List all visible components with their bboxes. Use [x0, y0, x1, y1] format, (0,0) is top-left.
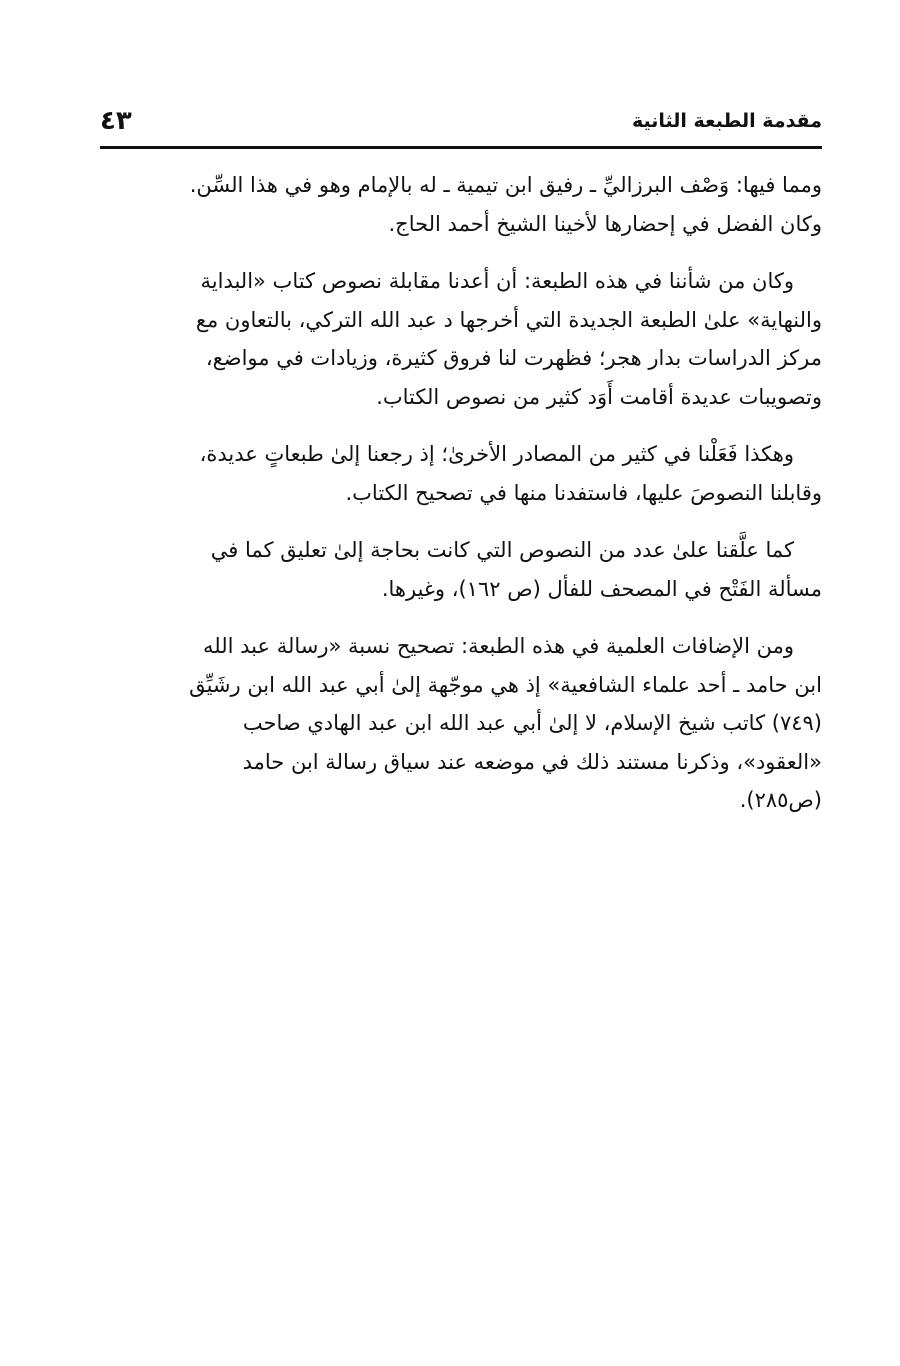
text-line: وكان الفضل في إحضارها لأخينا الشيخ أحمد الحاج.: [388, 211, 822, 236]
paragraph: [100, 531, 822, 608]
body-text: [100, 166, 822, 839]
paragraph: [100, 435, 822, 512]
paragraph: [100, 166, 822, 243]
book-page: [100, 100, 822, 812]
text-line: (ص٢٨٥).: [739, 788, 822, 812]
text-line: وكان من شأننا في هذه الطبعة: أن أعدنا مقابلة نصوص كتاب «البداية: [200, 269, 794, 293]
text-line: مسألة الفَتْح في المصحف للفأل (ص ١٦٢)، وغيرها.: [381, 576, 822, 601]
text-line: (٧٤٩) كاتب شيخ الإسلام، لا إلىٰ أبي عبد الله ابن عبد الهادي صاحب: [242, 711, 822, 735]
text-line: «العقود»، وذكرنا مستند ذلك في موضعه عند سياق رسالة ابن حامد: [242, 749, 822, 774]
running-header-title: مقدمة الطبعة الثانية: [631, 110, 822, 132]
text-line: وهكذا فَعَلْنا في كثير من المصادر الأخرىٰ؛ إذ رجعنا إلىٰ طبعاتٍ عديدة،: [199, 442, 794, 466]
header-rule: [100, 146, 822, 149]
paragraph: [100, 262, 822, 416]
text-line: ومن الإضافات العلمية في هذه الطبعة: تصحيح نسبة «رسالة عبد الله: [203, 634, 794, 658]
text-line: والنهاية» علىٰ الطبعة الجديدة التي أخرجها د عبد الله التركي، بالتعاون مع: [195, 307, 822, 332]
page-header: [100, 100, 822, 142]
text-line: وقابلنا النصوصَ عليها، فاستفدنا منها في تصحيح الكتاب.: [345, 480, 822, 505]
text-line: كما علَّقنا علىٰ عدد من النصوص التي كانت بحاجة إلىٰ تعليق كما في: [210, 538, 794, 562]
text-line: وتصويبات عديدة أقامت أَوَد كثير من نصوص الكتاب.: [376, 384, 822, 409]
paragraph: [100, 627, 822, 820]
text-line: ومما فيها: وَصْف البرزاليِّ ـ رفيق ابن تيمية ـ له بالإمام وهو في هذا السِّن.: [189, 173, 822, 197]
text-line: ابن حامد ـ أحد علماء الشافعية» إذ هي موجّهة إلىٰ أبي عبد الله ابن رشَيِّق: [189, 672, 822, 697]
page-number: ٤٣: [100, 106, 132, 136]
text-line: مركز الدراسات بدار هجر؛ فظهرت لنا فروق كثيرة، وزيادات في مواضع،: [205, 346, 822, 370]
